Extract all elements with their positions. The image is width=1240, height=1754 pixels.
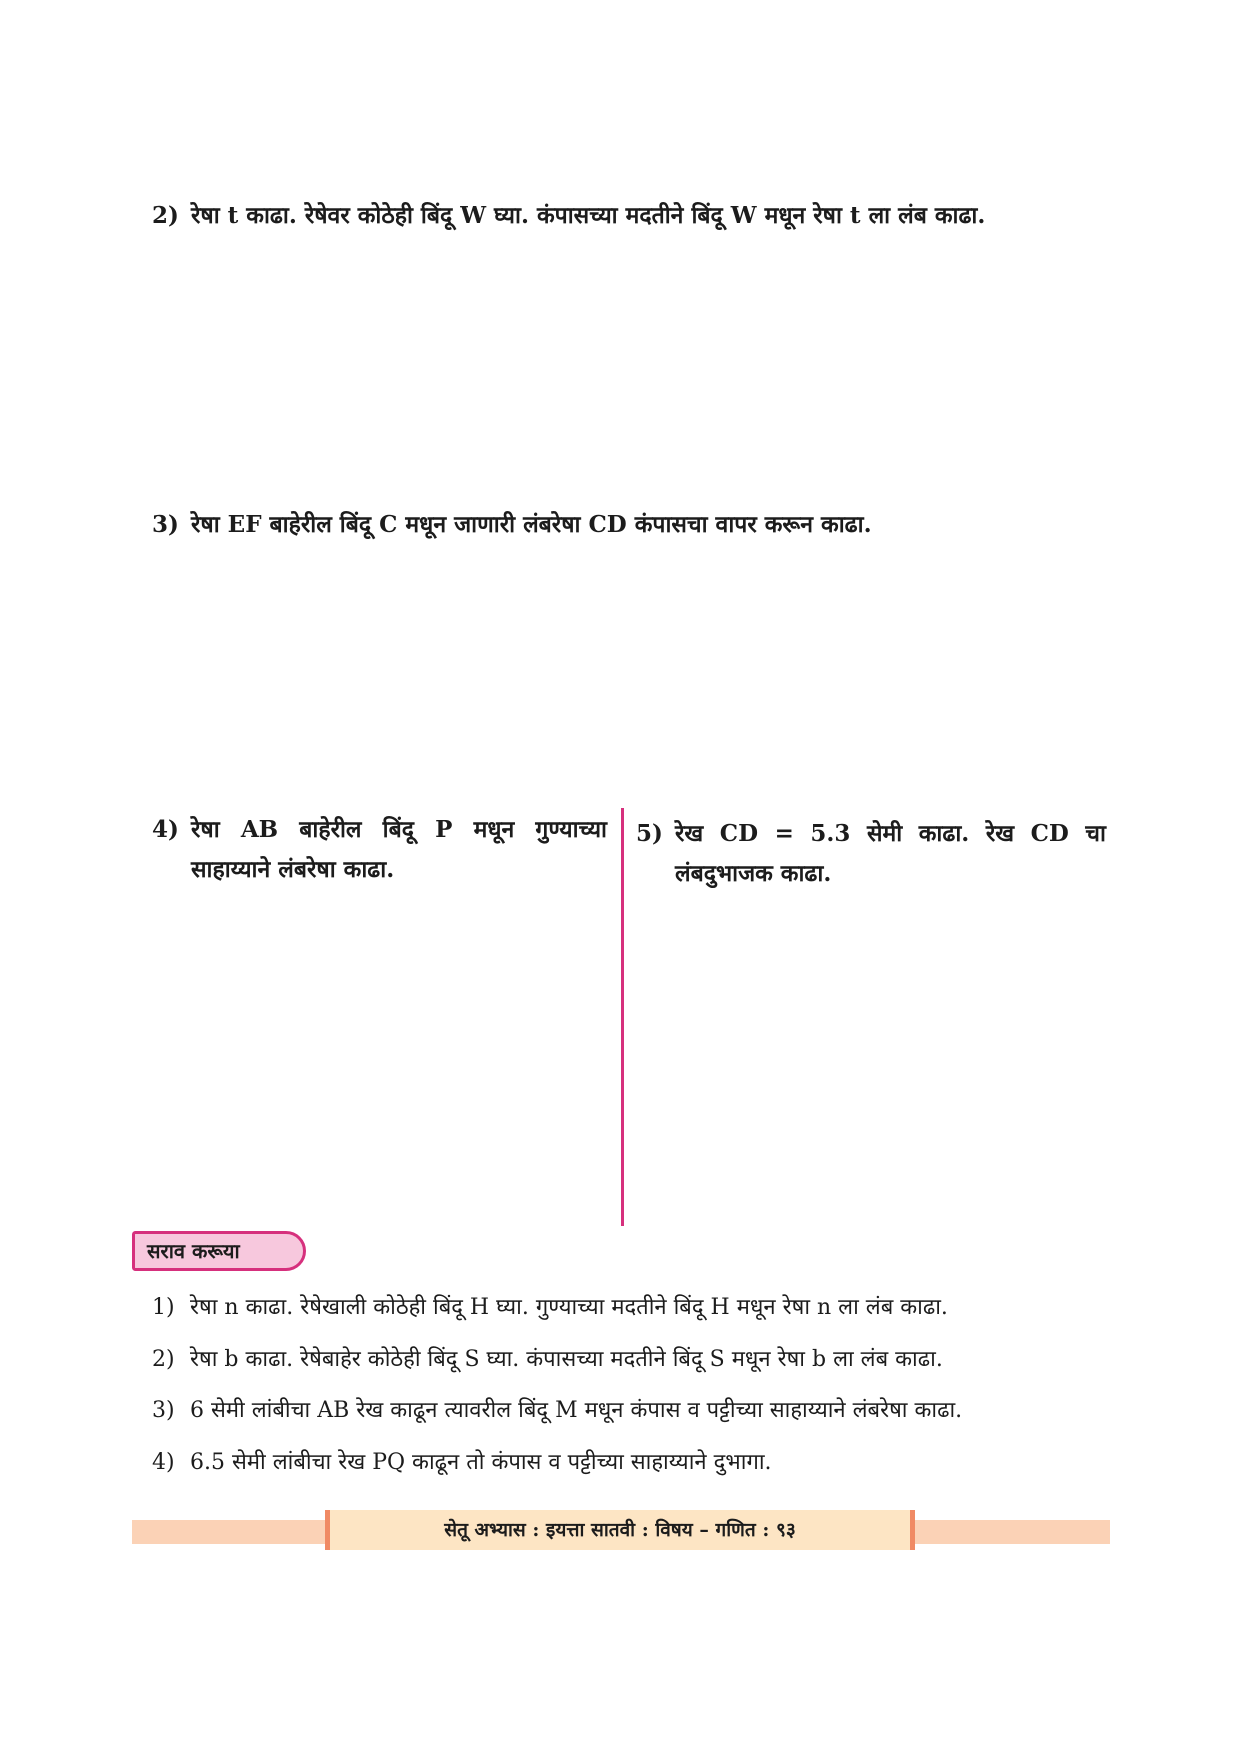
footer-label <box>325 1510 915 1550</box>
question-number: 4) <box>152 816 179 843</box>
practice-item-number: 2) <box>152 1347 175 1372</box>
question-4 <box>152 810 607 890</box>
practice-item-1 <box>152 1290 1112 1326</box>
question-3 <box>152 505 1092 545</box>
question-5 <box>636 814 1106 894</box>
question-number: 3) <box>152 511 179 538</box>
practice-item-4 <box>152 1445 1112 1481</box>
practice-item-text: रेषा b काढा. रेषेबाहेर कोठेही बिंदू S घ्या. कंपासच्या मदतीने बिंदू S मधून रेषा b ला लंब काढा. <box>190 1347 943 1372</box>
practice-heading-badge <box>132 1231 306 1271</box>
question-text: रेख CD = 5.3 सेमी काढा. रेख CD चा लंबदुभाजक काढा. <box>675 820 1106 887</box>
practice-item-text: रेषा n काढा. रेषेखाली कोठेही बिंदू H घ्या. गुण्याच्या मदतीने बिंदू H मधून रेषा n ला लंब काढा. <box>190 1295 948 1320</box>
practice-item-2 <box>152 1342 1112 1378</box>
practice-item-text: 6 सेमी लांबीचा AB रेख काढून त्यावरील बिंदू M मधून कंपास व पट्टीच्या साहाय्याने लंबरेषा काढा. <box>190 1398 963 1423</box>
question-number: 5) <box>636 820 663 847</box>
question-number: 2) <box>152 202 179 229</box>
practice-item-number: 3) <box>152 1398 175 1423</box>
column-divider <box>621 808 624 1226</box>
footer-text: सेतू अभ्यास : इयत्ता सातवी : विषय – गणित : ९३ <box>444 1519 796 1541</box>
question-2 <box>152 196 1092 236</box>
question-text: रेषा EF बाहेरील बिंदू C मधून जाणारी लंबरेषा CD कंपासचा वापर करून काढा. <box>191 511 872 538</box>
question-text: रेषा t काढा. रेषेवर कोठेही बिंदू W घ्या. कंपासच्या मदतीने बिंदू W मधून रेषा t ला लंब काढा. <box>191 202 986 229</box>
question-text: रेषा AB बाहेरील बिंदू P मधून गुण्याच्या साहाय्याने लंबरेषा काढा. <box>191 816 607 883</box>
practice-heading: सराव करूया <box>147 1239 240 1263</box>
practice-item-number: 1) <box>152 1295 175 1320</box>
practice-item-number: 4) <box>152 1450 175 1475</box>
practice-item-text: 6.5 सेमी लांबीचा रेख PQ काढून तो कंपास व पट्टीच्या साहाय्याने दुभागा. <box>190 1450 772 1475</box>
practice-item-3 <box>152 1393 1112 1429</box>
